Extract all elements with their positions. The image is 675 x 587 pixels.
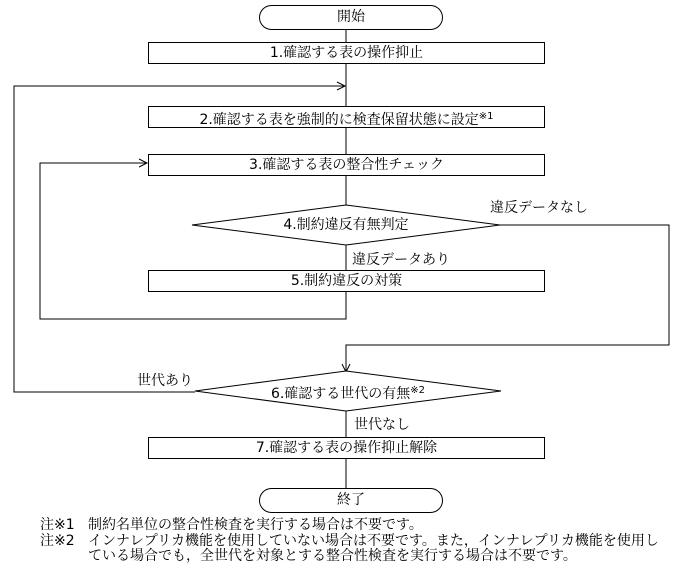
note-1-id: 注※1 xyxy=(40,517,75,533)
note-2-text: インナレプリカ機能を使用していない場合は不要です。また，インナレプリカ機能を使用している場合でも，全世代を対象とする整合性検査を実行する場合は不要です。 xyxy=(88,532,659,564)
end-terminal-label: 終了 xyxy=(337,492,365,508)
process-step7 xyxy=(148,437,545,459)
process-step1 xyxy=(148,42,545,64)
decision-step4 xyxy=(192,206,500,244)
process-step3-label: 3.確認する表の整合性チェック xyxy=(249,157,444,173)
process-step5-label: 5.制約違反の対策 xyxy=(290,273,403,289)
process-step2-label: 2.確認する表を強制的に検査保留状態に設定 xyxy=(199,112,479,128)
note-1-text: 制約名単位の整合性検査を実行する場合は不要です。 xyxy=(88,517,423,533)
edge-label-no-violation: 違反データなし xyxy=(490,200,588,216)
notes-block xyxy=(40,518,662,565)
edge-label-no-generation: 世代なし xyxy=(354,417,410,433)
end-terminal xyxy=(259,488,443,513)
start-terminal xyxy=(259,5,443,30)
note-row-1 xyxy=(40,518,662,534)
edge-label-generation-exists: 世代あり xyxy=(137,373,193,389)
decision-step6 xyxy=(195,372,501,410)
process-step2 xyxy=(148,106,545,128)
process-step1-label: 1.確認する表の操作抑止 xyxy=(269,45,424,61)
edge-label-violation: 違反データあり xyxy=(352,252,450,268)
process-step3 xyxy=(148,154,545,176)
process-step7-label: 7.確認する表の操作抑止解除 xyxy=(255,440,438,456)
connector-decision4-no-violation-to-decision6 xyxy=(346,225,669,371)
note-2-id: 注※2 xyxy=(40,532,75,549)
decision-step4-label: 4.制約違反有無判定 xyxy=(283,217,409,233)
note-row-2 xyxy=(40,534,662,565)
decision-step6-note-ref: ※2 xyxy=(410,385,426,396)
process-step5 xyxy=(148,270,545,292)
decision-step6-label: 6.確認する世代の有無 xyxy=(270,386,411,402)
start-terminal-label: 開始 xyxy=(337,9,365,25)
process-step2-note-ref: ※1 xyxy=(478,111,494,122)
